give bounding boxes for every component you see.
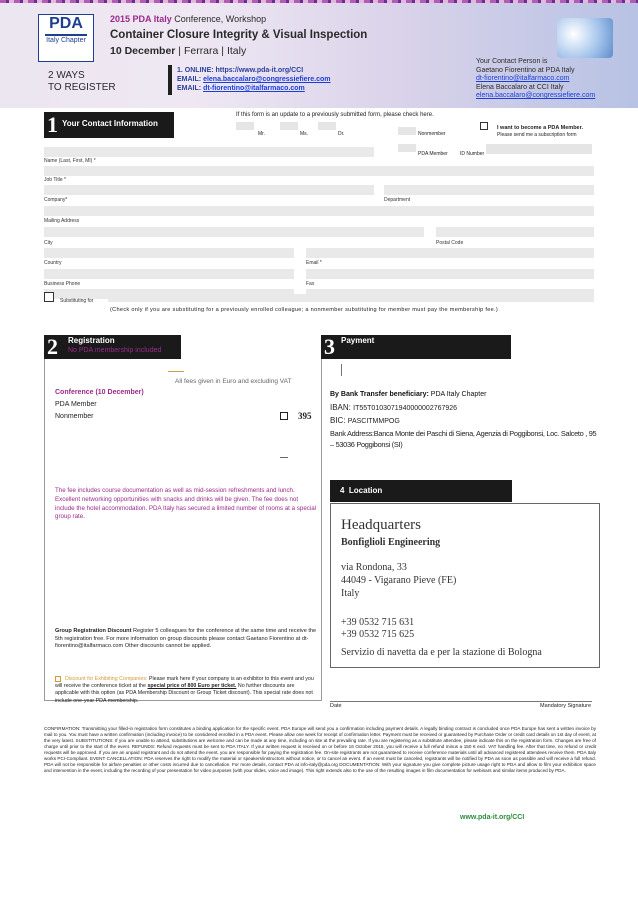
beneficiary: By Bank Transfer beneficiary: PDA Italy Chapter [330, 391, 487, 398]
bank-address: Bank Address:Banca Monte dei Paschi di Siena, Agenzia di Poggibonsi, Loc. Salceto , 95 – 53036 Poggibonsi (SI) [330, 429, 597, 449]
fee-description: The fee includes course documentation as well as mid-session refreshments and lunch. Excellent networking opportunities with snacks and drinks will be given. The fee does not include the hotel accommodation. PDA Italy has secured a limited number of rooms at a special group rate. [55, 487, 317, 521]
event-title: Container Closure Integrity & Visual Inspection [110, 29, 368, 41]
event-line: 2015 PDA Italy Conference, Workshop [110, 14, 267, 24]
header-banner [0, 0, 638, 108]
pda-logo: PDA Italy Chapter [38, 14, 94, 62]
conference-label: Conference (10 December) [55, 389, 144, 396]
name-field[interactable] [44, 147, 374, 157]
contact1-email[interactable]: dt-fiorentino@italfarmaco.com [476, 75, 570, 83]
address-field-2[interactable] [436, 227, 594, 237]
step-marker [168, 65, 172, 95]
nonmember-checkbox[interactable] [398, 127, 416, 135]
postal-field[interactable] [306, 248, 594, 258]
ms-checkbox[interactable] [318, 122, 336, 130]
email-link-2[interactable]: dt-fiorentino@italfarmaco.com [203, 85, 305, 92]
section1-header: 1 Your Contact Information [44, 112, 174, 138]
signature-line[interactable] [330, 701, 592, 702]
section3-header: 3 Payment [321, 335, 511, 359]
section2-header: 2 Registration No PDA membership included [44, 335, 181, 359]
address-field[interactable] [44, 227, 424, 237]
terms-text: CONFIRMATION: Transmitting your filled-in registration form constitutes a binding application for the specific event. PDA Europe will send you a confirmation including payment details. A legally binding contract is concluded once PDA Europe has sent a written invoice by mail to you. You must have a written confirmation (including invoice) to be considered enrolled in a PDA event. Please allow one week for receipt of confirmation letter. Payment must be received or guaranteed by Purchase Order or credit card details on 1st day of event, at the very latest. SUBSTITUTIONS: If you are unable to attend, substitutions are welcome and can be made at any time, including on site at the prevailing rate. If you are registering as a substitute attendee, please indicate this on the registration form. Changes are free of charge until prior to the start of the event. REFUNDS: Refund requests must be sent to PDA ITALY. If your written request is received on or before 16 October 2015, you will receive a full refund minus a 150 € excl. VAT handling fee. After that time, no refund or credit requests will be approved. If you are an unpaid registrant and do not attend the event, you are responsible for paying the registration fee. On-site registrants are not guaranteed to receive conference materials until all advanced registered attendees receive them. PDA Italy works PCI-Compliant. EVENT CANCELLATION: PDA reserves the right to modify the material or speakers/instructors without notice, or to cancel an event. If an event must be canceled, registrants will be notified by PDA as soon as possible and will receive a full refund. PDA will not be responsible for airfare penalties or other costs incurred due to cancellation. For more details, contact PDA at info-italy@pda.org DOCUMENTATION: With your signature you give complete picture usage right to PDA and allow to film your exhibition space and intervention in the event, including the recording of your presentation for video purposes (with your slides, voice and image). This right extends also to the use of the resulting images in film documentation for webinars and similar items produced by PDA. [44, 726, 596, 773]
vials-image [557, 18, 613, 58]
substitute-checkbox[interactable] [44, 292, 54, 302]
job-title-field-2[interactable] [384, 185, 594, 195]
company-field[interactable] [44, 206, 594, 216]
name-field-2[interactable] [44, 166, 594, 176]
header-stripe [0, 0, 638, 3]
hq-title: Headquarters [341, 517, 421, 533]
contact-box: Your Contact Person is Gaetano Fiorentino at PDA Italy dt-fiorentino@italfarmaco.com Elena Baccalaro at CCI Italy elena.baccalaro@congressiefiere.com [476, 58, 596, 100]
ways-heading: 2 WAYS TO REGISTER [48, 70, 116, 93]
contact2-email[interactable]: elena.baccalaro@congressiefiere.com [476, 92, 596, 100]
iban: IBAN: IT55T0103071940000002767926 [330, 403, 458, 412]
section4-header: 4 Location [330, 480, 512, 502]
event-date: 10 December | Ferrara | Italy [110, 45, 247, 57]
update-note: If this form is an update to a previously submitted form, please check here. [236, 112, 434, 118]
city-field[interactable] [44, 248, 294, 258]
bic: BIC: PASCITMMPOG [330, 416, 400, 425]
pda-member-checkbox[interactable] [398, 144, 416, 152]
job-title-field[interactable] [44, 185, 374, 195]
location-box: Headquarters Bonfiglioli Engineering via Rondona, 33 44049 - Vigarano Pieve (FE) Italy +39 0532 715 631 +39 0532 715 625 Servizio di navetta da e per la stazione di Bologna [330, 503, 600, 668]
fees-note: All fees given in Euro and excluding VAT [175, 378, 292, 385]
register-online: 1. ONLINE: https://www.pda-it.org/CCI EMAIL: elena.baccalaro@congressiefiere.com EMAIL: dt-fiorentino@italfarmaco.com [177, 67, 331, 92]
substituting-field[interactable] [108, 294, 594, 302]
mr-checkbox[interactable] [280, 122, 298, 130]
become-member-checkbox[interactable] [480, 122, 488, 130]
substitute-note: (Check only if you are substituting for a previously enrolled colleague; a nonmember substituting for member must pay the membership fee.) [110, 307, 499, 313]
nonmember-fee-checkbox[interactable] [280, 412, 288, 420]
country-field[interactable] [44, 269, 294, 279]
group-discount: Group Registration Discount Register 5 colleagues for the conference at the same time and receive the 5th registration free. For more information on group discounts please contact Gaetano Fiorentino at dt-fiorentino@italfarmaco.com Other discounts cannot be applied. [55, 628, 317, 650]
exhibitor-discount: Discount for Exhibiting Companies: Please mark here if your company is an exhibitor to this event and you will receive the conference ticket at the special price of 800 Euro per ticket. No further discounts are applicable with this option (as PDA Membership Discount or Group Ticket discount). This special rate does not include one-year PDA membership. [55, 676, 314, 704]
nonmember-price: 395 [298, 411, 312, 421]
email-link-1[interactable]: elena.baccalaro@congressiefiere.com [203, 76, 331, 83]
id-number-field[interactable] [486, 144, 592, 154]
email-field[interactable] [306, 269, 594, 279]
update-checkbox[interactable] [236, 122, 254, 130]
footer-url[interactable]: www.pda-it.org/CCI [460, 814, 525, 821]
